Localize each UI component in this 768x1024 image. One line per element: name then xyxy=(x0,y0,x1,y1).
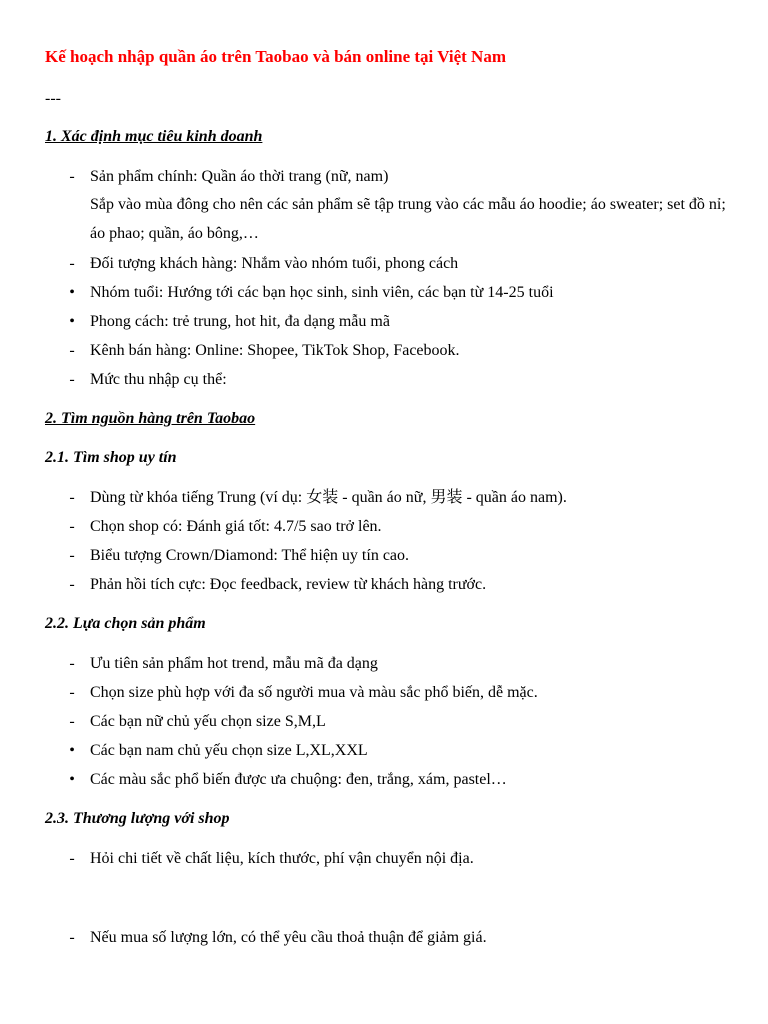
dash-marker: - xyxy=(69,929,75,946)
list-item-text: Các bạn nam chủ yếu chọn size L,XL,XXL xyxy=(90,742,368,759)
dash-marker: - xyxy=(69,576,75,593)
dash-marker: - xyxy=(69,342,75,359)
separator: --- xyxy=(45,90,61,107)
dash-marker: - xyxy=(69,489,75,506)
dash-marker: - xyxy=(69,168,75,185)
list-item-text: Ưu tiên sản phẩm hot trend, mẫu mã đa dạng xyxy=(90,655,378,672)
list-item-text: Nhóm tuổi: Hướng tới các bạn học sinh, sinh viên, các bạn từ 14-25 tuổi xyxy=(90,284,554,301)
dash-marker: - xyxy=(69,850,75,867)
dash-marker: - xyxy=(69,713,75,730)
bullet-marker: • xyxy=(69,742,75,759)
subsection-2-1-heading: 2.1. Tìm shop uy tín xyxy=(45,449,177,466)
dash-marker: - xyxy=(69,518,75,535)
section-1-heading: 1. Xác định mục tiêu kinh doanh xyxy=(45,128,263,145)
bullet-marker: • xyxy=(69,771,75,788)
list-item-text: Các bạn nữ chủ yếu chọn size S,M,L xyxy=(90,713,326,730)
dash-marker: - xyxy=(69,255,75,272)
list-item-text: Chọn size phù hợp với đa số người mua và màu sắc phổ biến, dễ mặc. xyxy=(90,684,538,701)
list-item-text: Sản phẩm chính: Quần áo thời trang (nữ, nam) xyxy=(90,168,389,185)
dash-marker: - xyxy=(69,547,75,564)
list-item-text: Kênh bán hàng: Online: Shopee, TikTok Shop, Facebook. xyxy=(90,342,460,359)
section-2-heading: 2. Tìm nguồn hàng trên Taobao xyxy=(45,410,256,427)
list-item-text: Chọn shop có: Đánh giá tốt: 4.7/5 sao trở lên. xyxy=(90,518,382,535)
bullet-marker: • xyxy=(69,313,75,330)
season-note: Sắp vào mùa đông cho nên các sản phẩm sẽ tập trung vào các mẫu áo hoodie; áo sweater; set đồ nỉ; áo phao; quần, áo bông,… xyxy=(90,196,726,242)
list-item-text: Phong cách: trẻ trung, hot hit, đa dạng mẫu mã xyxy=(90,313,390,330)
dash-marker: - xyxy=(69,684,75,701)
list-item-text: Biểu tượng Crown/Diamond: Thể hiện uy tín cao. xyxy=(90,547,410,564)
subsection-2-3-heading: 2.3. Thương lượng với shop xyxy=(45,810,230,827)
subsection-2-2-heading: 2.2. Lựa chọn sản phẩm xyxy=(45,615,206,632)
dash-marker: - xyxy=(69,655,75,672)
bullet-marker: • xyxy=(69,284,75,301)
list-item-text: Nếu mua số lượng lớn, có thể yêu cầu thoả thuận để giảm giá. xyxy=(90,929,487,946)
document-title: Kế hoạch nhập quần áo trên Taobao và bán online tại Việt Nam xyxy=(45,47,506,66)
dash-marker: - xyxy=(69,371,75,388)
list-item-text: Các màu sắc phổ biến được ưa chuộng: đen, trắng, xám, pastel… xyxy=(90,771,507,788)
list-item-text: Phản hồi tích cực: Đọc feedback, review từ khách hàng trước. xyxy=(90,576,487,593)
list-item-text: Mức thu nhập cụ thể: xyxy=(90,371,227,388)
list-item-text: Hỏi chi tiết về chất liệu, kích thước, phí vận chuyển nội địa. xyxy=(90,850,474,867)
list-item-text: Dùng từ khóa tiếng Trung (ví dụ: 女装 - quần áo nữ, 男装 - quần áo nam). xyxy=(90,489,567,506)
list-item-text: Đối tượng khách hàng: Nhắm vào nhóm tuổi, phong cách xyxy=(90,255,459,272)
